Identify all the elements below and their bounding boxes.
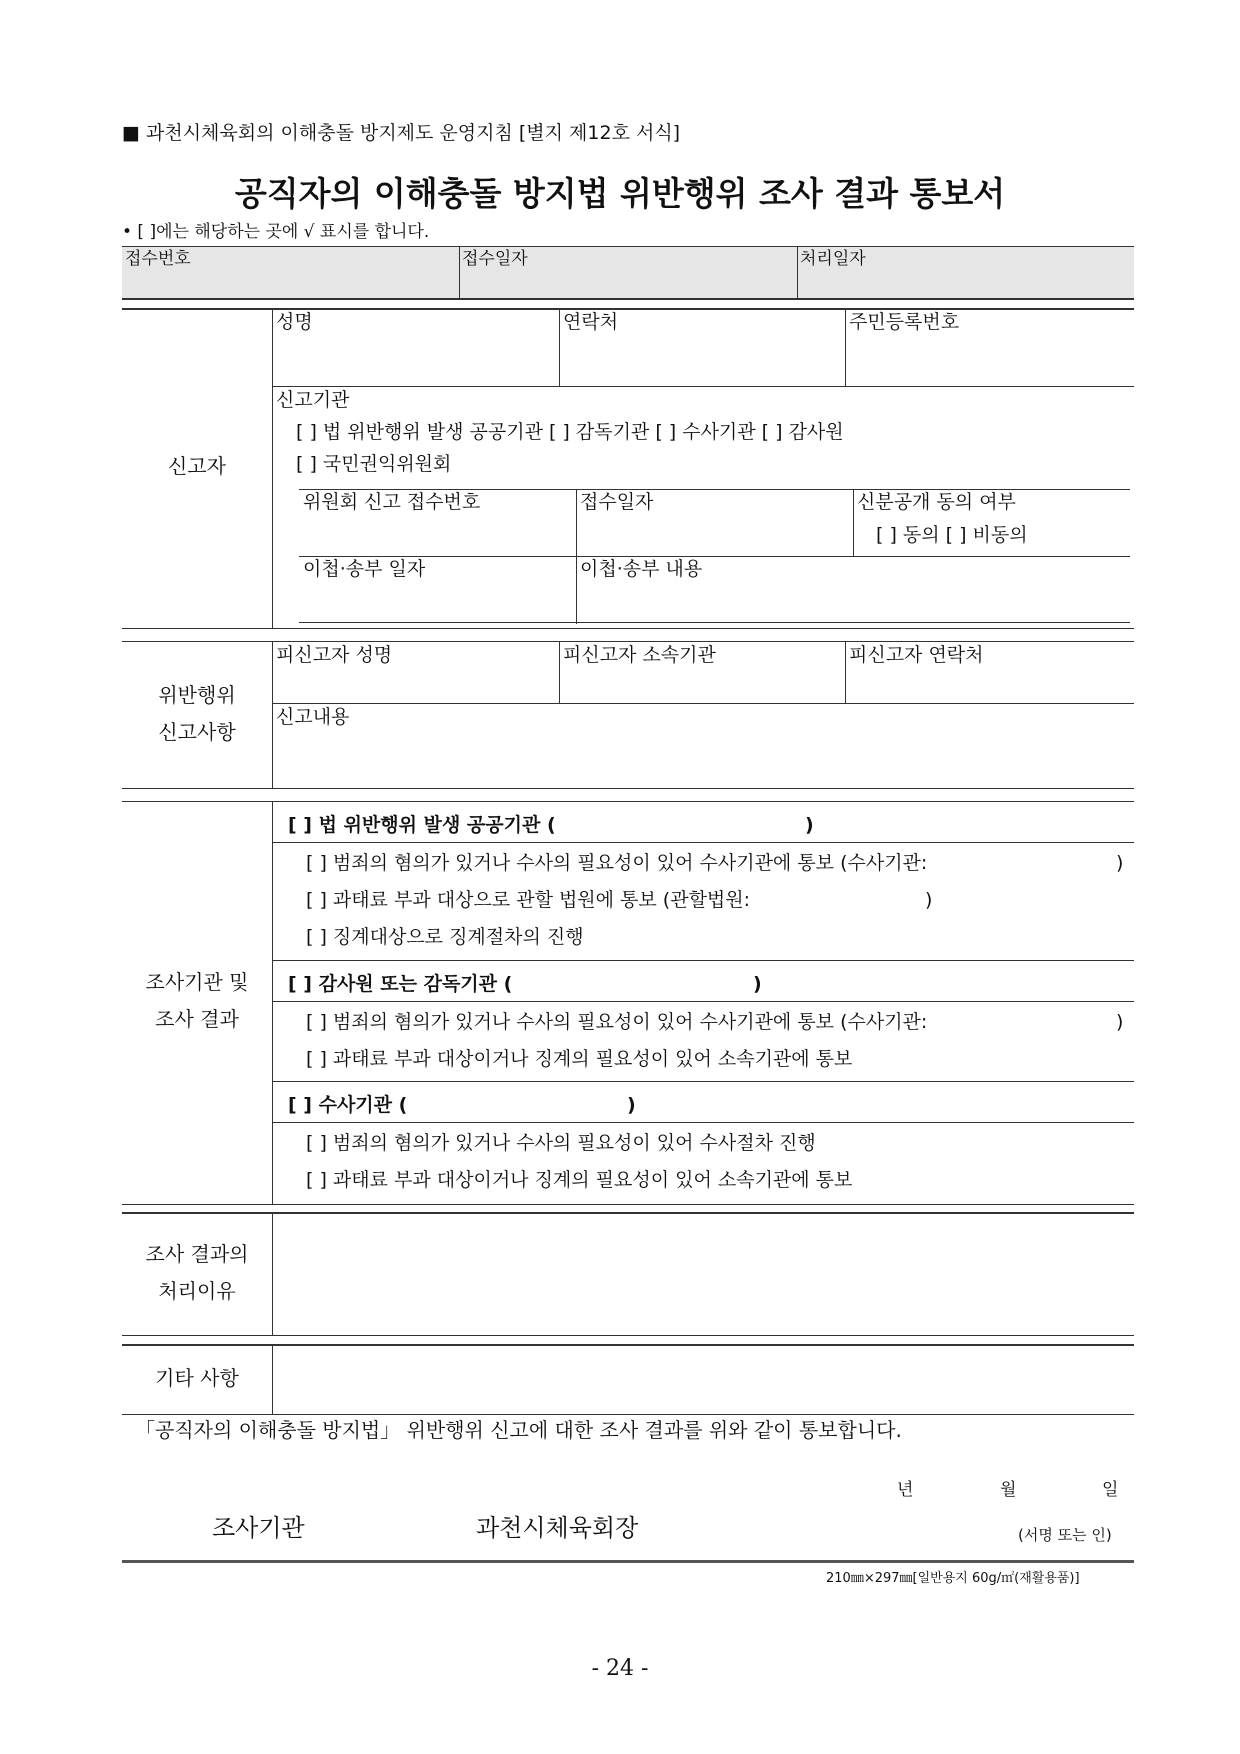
identity-disclosure-options[interactable]: [ ] 동의 [ ] 비동의 [876, 524, 1028, 546]
reporter-contact-label: 연락처 [563, 311, 619, 333]
investigation-agency-label: 조사기관 [212, 1514, 305, 1542]
committee-receipt-date-label: 접수일자 [580, 491, 654, 513]
transfer-date-label: 이첩·송부 일자 [303, 558, 426, 580]
reporter-section-label: 신고자 [168, 454, 226, 478]
transfer-content-label: 이첩·송부 내용 [580, 558, 703, 580]
group-investigation-agency-title[interactable]: [ ] 수사기관 ( [288, 1094, 408, 1116]
investigation-section-label-2: 조사 결과 [155, 1007, 239, 1031]
report-content-label: 신고내용 [276, 706, 350, 728]
receipt-row [122, 246, 1134, 298]
reason-label-1: 조사 결과의 [145, 1242, 249, 1266]
group-audit-close: ) [753, 973, 762, 995]
report-agency-label: 신고기관 [276, 389, 350, 411]
reason-label-2: 처리이유 [158, 1279, 236, 1303]
investigation-agency-name: 과천시체육회장 [476, 1514, 639, 1542]
group2-item-fine-discipline[interactable]: [ ] 과태료 부과 대상이거나 징계의 필요성이 있어 소속기관에 통보 [306, 1048, 853, 1070]
group-public-agency-title[interactable]: [ ] 법 위반행위 발생 공공기관 ( [288, 814, 556, 836]
group1-item-fine-court-close: ) [925, 889, 933, 911]
process-date-label: 처리일자 [800, 249, 866, 269]
group1-item-prosecution[interactable]: [ ] 범죄의 혐의가 있거나 수사의 필요성이 있어 수사기관에 통보 (수사기관: [306, 852, 928, 874]
report-agency-options[interactable]: [ ] 법 위반행위 발생 공공기관 [ ] 감독기관 [ ] 수사기관 [ ] 감사원 [296, 421, 844, 443]
instruction-text: • [ ]에는 해당하는 곳에 √ 표시를 합니다. [122, 222, 430, 242]
group1-item-fine-court[interactable]: [ ] 과태료 부과 대상으로 관할 법원에 통보 (관할법원: [306, 889, 751, 911]
notification-statement: 「공직자의 이해충돌 방지법」 위반행위 신고에 대한 조사 결과를 위와 같이 통보합니다. [135, 1418, 902, 1442]
group2-item-prosecution[interactable]: [ ] 범죄의 혐의가 있거나 수사의 필요성이 있어 수사기관에 통보 (수사기관: [306, 1011, 928, 1033]
identity-disclosure-label: 신분공개 동의 여부 [857, 491, 1016, 513]
receipt-number-label: 접수번호 [125, 249, 191, 269]
group3-item-fine-discipline[interactable]: [ ] 과태료 부과 대상이거나 징계의 필요성이 있어 소속기관에 통보 [306, 1169, 853, 1191]
group-audit-title[interactable]: [ ] 감사원 또는 감독기관 ( [288, 973, 513, 995]
accused-name-label: 피신고자 성명 [276, 644, 393, 666]
group3-item-prosecution[interactable]: [ ] 범죄의 혐의가 있거나 수사의 필요성이 있어 수사절차 진행 [306, 1132, 816, 1154]
group-investigation-agency-close: ) [627, 1094, 636, 1116]
committee-receipt-number-label: 위원회 신고 접수번호 [303, 491, 481, 513]
form-reference-note: ■ 과천시체육회의 이해충돌 방지제도 운영지침 [별지 제12호 서식] [122, 122, 681, 144]
page-number: - 24 - [591, 1656, 649, 1681]
date-year-label: 년 [897, 1480, 914, 1500]
signature-label: (서명 또는 인) [1018, 1526, 1112, 1544]
other-label: 기타 사항 [155, 1366, 239, 1390]
accused-contact-label: 피신고자 연락처 [849, 644, 984, 666]
date-month-label: 월 [1000, 1480, 1017, 1500]
receipt-date-label: 접수일자 [462, 249, 528, 269]
group2-item-prosecution-close: ) [1116, 1011, 1124, 1033]
report-agency-option-acrc[interactable]: [ ] 국민권익위원회 [296, 453, 452, 475]
violation-section-label-1: 위반행위 [158, 683, 236, 707]
group1-item-prosecution-close: ) [1116, 852, 1124, 874]
reporter-name-label: 성명 [276, 311, 313, 333]
page-title: 공직자의 이해충돌 방지법 위반행위 조사 결과 통보서 [234, 174, 1006, 213]
date-day-label: 일 [1102, 1480, 1119, 1500]
paper-spec: 210㎜×297㎜[일반용지 60g/㎡(재활용품)] [826, 1571, 1080, 1586]
accused-org-label: 피신고자 소속기관 [563, 644, 716, 666]
violation-section-label-2: 신고사항 [158, 720, 236, 744]
group1-item-discipline[interactable]: [ ] 징계대상으로 징계절차의 진행 [306, 926, 584, 948]
reporter-id-label: 주민등록번호 [849, 311, 960, 333]
investigation-section-label-1: 조사기관 및 [145, 970, 249, 994]
group-public-agency-close: ) [805, 814, 814, 836]
